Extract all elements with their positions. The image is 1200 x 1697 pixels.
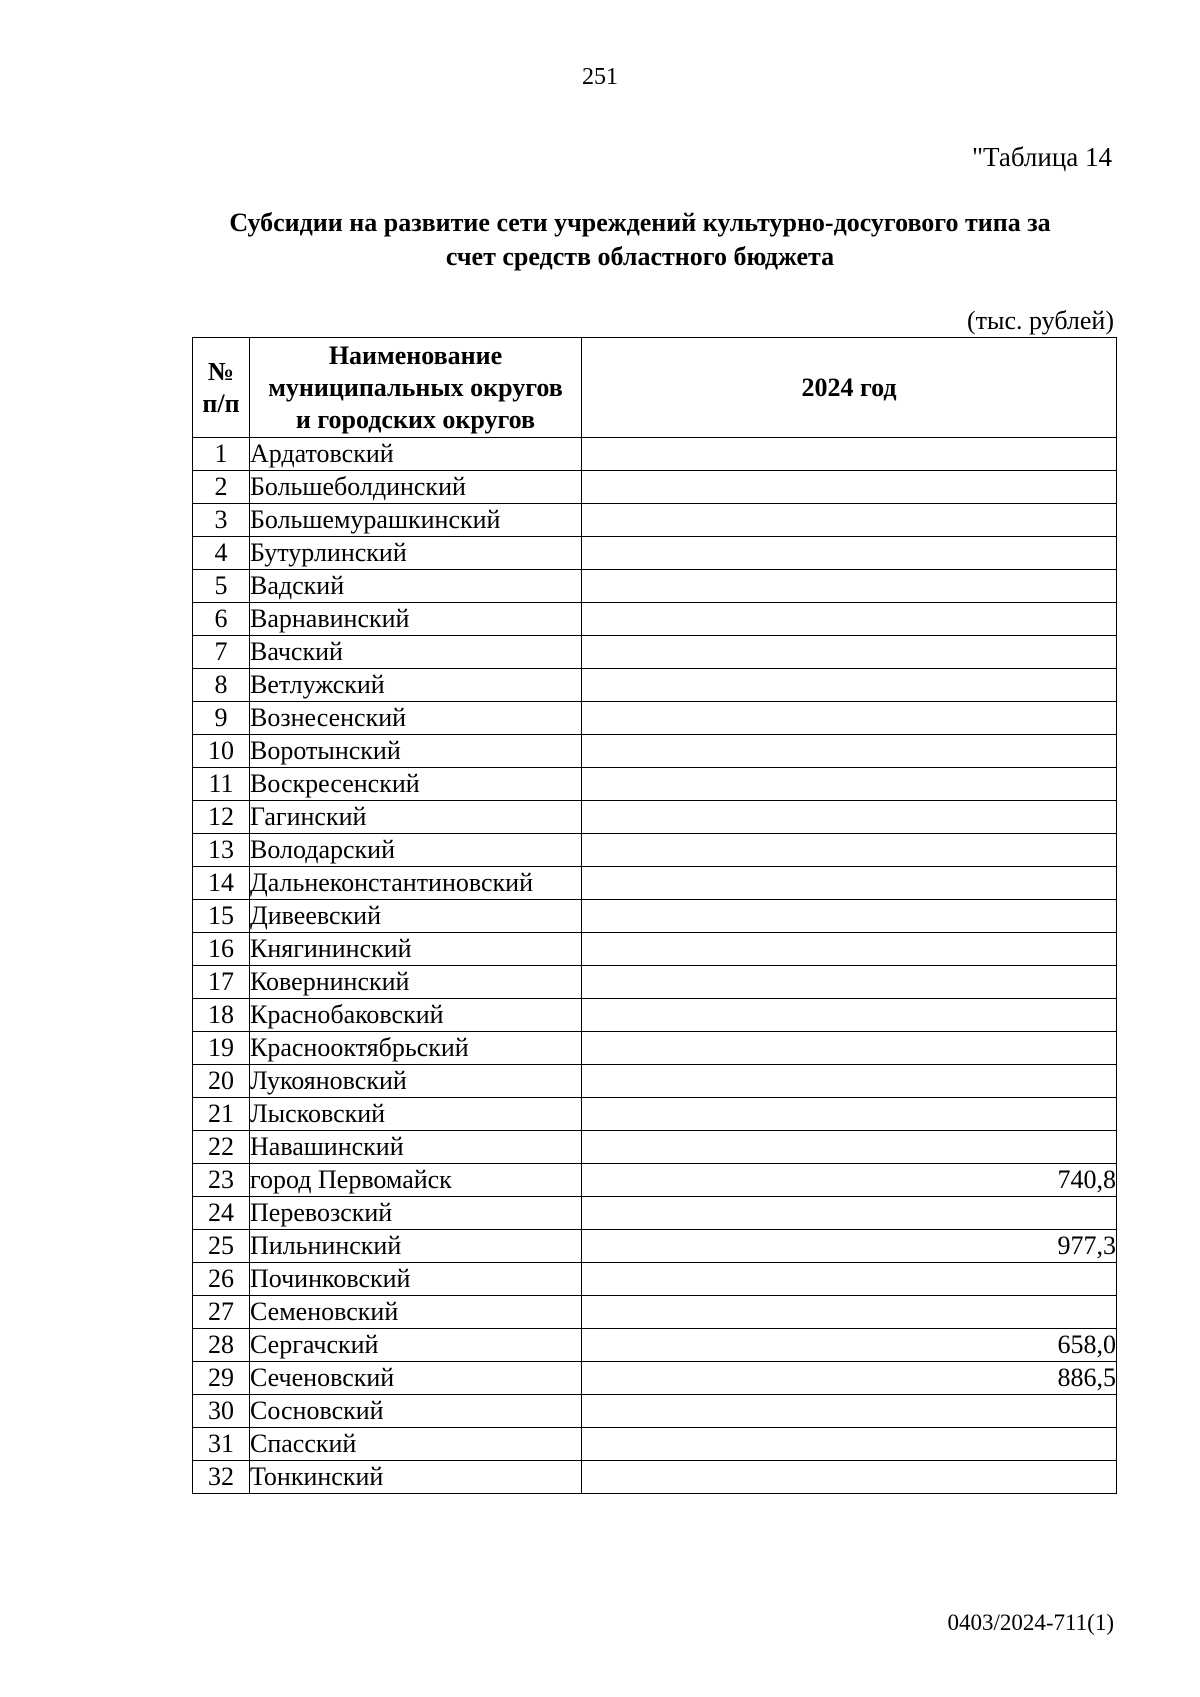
- table-row: [193, 1329, 1117, 1362]
- table-body: [193, 438, 1117, 1494]
- row-name: Краснобаковский: [250, 999, 582, 1032]
- row-name: Дивеевский: [250, 900, 582, 933]
- row-value: [582, 669, 1117, 702]
- row-name: Ветлужский: [250, 669, 582, 702]
- row-name: Лукояновский: [250, 1065, 582, 1098]
- table-row: [193, 900, 1117, 933]
- row-value: [582, 768, 1117, 801]
- row-name: Дальнеконстантиновский: [250, 867, 582, 900]
- table-row: [193, 1230, 1117, 1263]
- header-num-line-1: №: [207, 356, 235, 386]
- row-value: [582, 966, 1117, 999]
- row-value: [582, 636, 1117, 669]
- row-name: Вачский: [250, 636, 582, 669]
- row-value: [582, 1263, 1117, 1296]
- title-line-1: Субсидии на развитие сети учреждений культурно-досугового типа за: [229, 208, 1051, 237]
- row-number: 10: [193, 735, 250, 768]
- row-name: Вадский: [250, 570, 582, 603]
- row-number: 2: [193, 471, 250, 504]
- row-name: Тонкинский: [250, 1461, 582, 1494]
- row-number: 29: [193, 1362, 250, 1395]
- row-number: 6: [193, 603, 250, 636]
- table-row: [193, 570, 1117, 603]
- row-number: 22: [193, 1131, 250, 1164]
- table-row: [193, 1428, 1117, 1461]
- row-number: 18: [193, 999, 250, 1032]
- row-name: Воскресенский: [250, 768, 582, 801]
- row-value: [582, 603, 1117, 636]
- row-value: [582, 1428, 1117, 1461]
- table-row: [193, 1263, 1117, 1296]
- table-row: [193, 1098, 1117, 1131]
- header-year: 2024 год: [582, 338, 1117, 438]
- document-code: 0403/2024-711(1): [947, 1610, 1114, 1635]
- row-value: [582, 900, 1117, 933]
- row-name: Сеченовский: [250, 1362, 582, 1395]
- row-value: [582, 933, 1117, 966]
- table-row: [193, 636, 1117, 669]
- row-value: [582, 570, 1117, 603]
- row-value: [582, 735, 1117, 768]
- row-name: Лысковский: [250, 1098, 582, 1131]
- row-name: Ковернинский: [250, 966, 582, 999]
- row-value: [582, 1065, 1117, 1098]
- row-number: 30: [193, 1395, 250, 1428]
- row-name: Семеновский: [250, 1296, 582, 1329]
- header-name: [250, 338, 582, 438]
- table-row: [193, 438, 1117, 471]
- row-name: Навашинский: [250, 1131, 582, 1164]
- row-number: 27: [193, 1296, 250, 1329]
- row-number: 32: [193, 1461, 250, 1494]
- row-number: 23: [193, 1164, 250, 1197]
- row-name: Бутурлинский: [250, 537, 582, 570]
- row-number: 11: [193, 768, 250, 801]
- row-number: 31: [193, 1428, 250, 1461]
- row-value: [582, 702, 1117, 735]
- row-number: 28: [193, 1329, 250, 1362]
- table-row: [193, 702, 1117, 735]
- header-name-line-1: Наименование: [328, 340, 503, 370]
- title-line-2: счет средств областного бюджета: [445, 242, 835, 271]
- row-value: [582, 537, 1117, 570]
- subsidies-table: [192, 337, 1117, 1494]
- row-number: 1: [193, 438, 250, 471]
- row-value: [582, 1296, 1117, 1329]
- table-row: [193, 1461, 1117, 1494]
- row-number: 24: [193, 1197, 250, 1230]
- row-value: [582, 801, 1117, 834]
- row-name: Варнавинский: [250, 603, 582, 636]
- table-row: [193, 933, 1117, 966]
- table-row: [193, 801, 1117, 834]
- row-value: [582, 1131, 1117, 1164]
- row-number: 16: [193, 933, 250, 966]
- header-name-line-2: муниципальных округов: [268, 372, 563, 402]
- header-num-line-2: п/п: [202, 388, 240, 418]
- row-number: 17: [193, 966, 250, 999]
- row-name: Спасский: [250, 1428, 582, 1461]
- row-name: город Первомайск: [250, 1164, 582, 1197]
- row-value: [582, 1395, 1117, 1428]
- row-number: 12: [193, 801, 250, 834]
- row-name: Ардатовский: [250, 438, 582, 471]
- table-row: [193, 537, 1117, 570]
- units-label: (тыс. рублей): [966, 306, 1114, 335]
- page-number: 251: [582, 64, 618, 90]
- row-value: [582, 867, 1117, 900]
- row-number: 13: [193, 834, 250, 867]
- row-value: [582, 471, 1117, 504]
- table-row: [193, 1362, 1117, 1395]
- row-value: [582, 1098, 1117, 1131]
- row-name: Княгининский: [250, 933, 582, 966]
- row-value: [582, 1032, 1117, 1065]
- header-num: [193, 338, 250, 438]
- table-row: [193, 1065, 1117, 1098]
- row-name: Вознесенский: [250, 702, 582, 735]
- row-number: 15: [193, 900, 250, 933]
- table-row: [193, 1164, 1117, 1197]
- row-number: 3: [193, 504, 250, 537]
- table-row: [193, 1197, 1117, 1230]
- row-name: Большемурашкинский: [250, 504, 582, 537]
- row-value: [582, 1197, 1117, 1230]
- row-name: Гагинский: [250, 801, 582, 834]
- row-number: 9: [193, 702, 250, 735]
- row-value: 658,0: [582, 1329, 1117, 1362]
- table-row: [193, 471, 1117, 504]
- row-number: 14: [193, 867, 250, 900]
- row-name: Сергачский: [250, 1329, 582, 1362]
- row-value: [582, 834, 1117, 867]
- row-name: Большеболдинский: [250, 471, 582, 504]
- row-name: Починковский: [250, 1263, 582, 1296]
- table-row: [193, 669, 1117, 702]
- table-row: [193, 867, 1117, 900]
- row-value: [582, 1461, 1117, 1494]
- table-header-row: [193, 338, 1117, 438]
- row-number: 19: [193, 1032, 250, 1065]
- row-name: Краснооктябрьский: [250, 1032, 582, 1065]
- table-row: [193, 768, 1117, 801]
- table-row: [193, 1131, 1117, 1164]
- table-row: [193, 1296, 1117, 1329]
- row-name: Сосновский: [250, 1395, 582, 1428]
- row-name: Воротынский: [250, 735, 582, 768]
- header-name-line-3: и городских округов: [295, 404, 536, 434]
- row-value: [582, 504, 1117, 537]
- row-number: 25: [193, 1230, 250, 1263]
- row-name: Володарский: [250, 834, 582, 867]
- row-value: 886,5: [582, 1362, 1117, 1395]
- row-value: [582, 438, 1117, 471]
- document-title: [160, 206, 1120, 274]
- row-name: Перевозский: [250, 1197, 582, 1230]
- row-number: 20: [193, 1065, 250, 1098]
- row-value: 740,8: [582, 1164, 1117, 1197]
- row-value: 977,3: [582, 1230, 1117, 1263]
- row-number: 7: [193, 636, 250, 669]
- table-row: [193, 735, 1117, 768]
- row-number: 8: [193, 669, 250, 702]
- table-row: [193, 1032, 1117, 1065]
- row-value: [582, 999, 1117, 1032]
- table-row: [193, 1395, 1117, 1428]
- row-number: 26: [193, 1263, 250, 1296]
- row-name: Пильнинский: [250, 1230, 582, 1263]
- table-label: "Таблица 14: [972, 142, 1112, 172]
- row-number: 4: [193, 537, 250, 570]
- table-row: [193, 834, 1117, 867]
- row-number: 21: [193, 1098, 250, 1131]
- table-row: [193, 504, 1117, 537]
- table-row: [193, 966, 1117, 999]
- row-number: 5: [193, 570, 250, 603]
- table-row: [193, 603, 1117, 636]
- table-row: [193, 999, 1117, 1032]
